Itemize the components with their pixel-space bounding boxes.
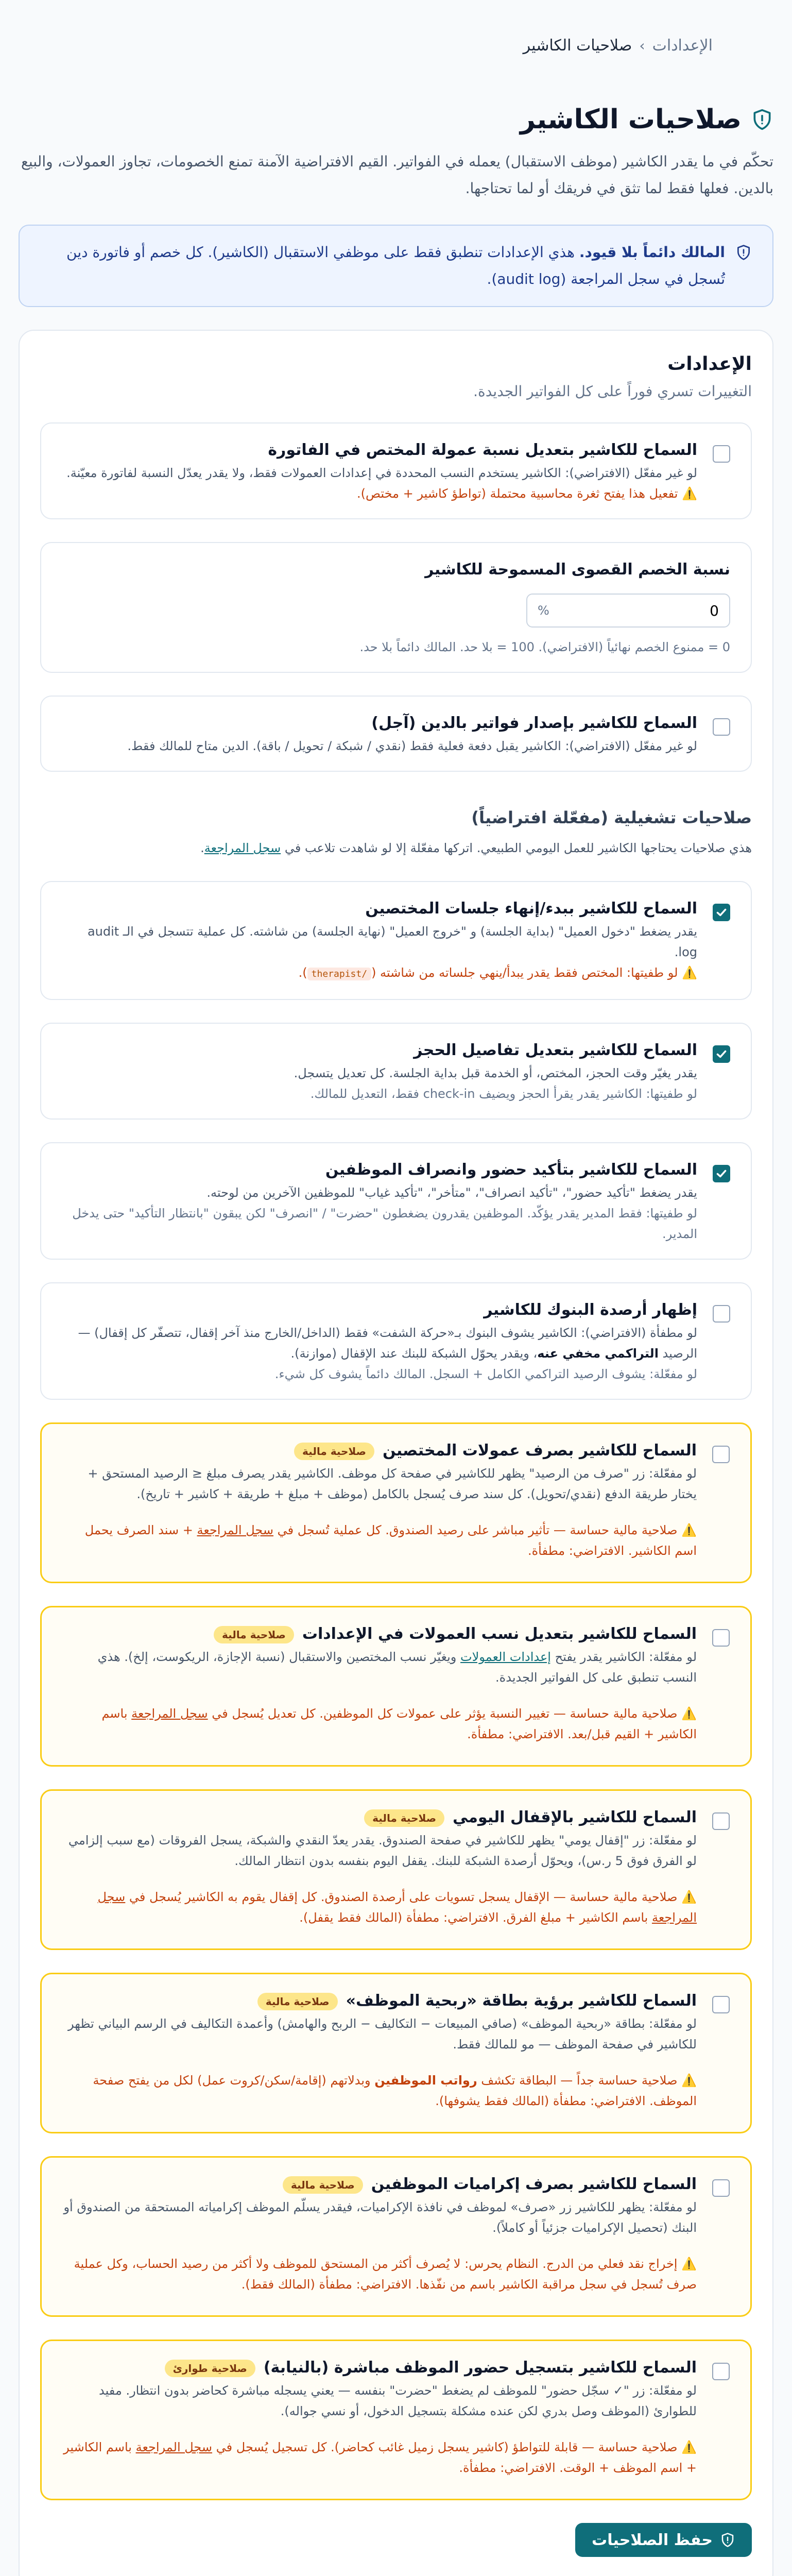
warning-icon: ⚠️ [681, 2257, 697, 2271]
setting-warning: ⚠️ صلاحية حساسة — قابلة للتواطؤ (كاشير يسجل زميل غائب كحاضر). كل تسجيل يُسجل في سجل المراجعة باسم الكاشير + اسم الموظف + الوقت. الافتراضي: مطفأة. [63, 2440, 697, 2475]
emergency-badge: صلاحية طوارئ [165, 2360, 255, 2377]
attendance-checkbox[interactable] [713, 1165, 730, 1182]
warning-icon: ⚠️ [681, 2073, 697, 2088]
warning-icon: ⚠️ [682, 486, 697, 501]
shield-icon [735, 244, 752, 261]
tips-checkbox[interactable] [712, 2179, 730, 2197]
card-title: الإعدادات [667, 353, 752, 375]
setting-title: السماح للكاشير ببدء/إنهاء جلسات المختصين [365, 900, 697, 918]
commission-settings-link[interactable]: إعدادات العمولات [460, 1650, 551, 1664]
setting-title: السماح للكاشير بصرف عمولات المختصينصلاحية مالية [62, 1438, 697, 1463]
audit-log-link[interactable]: سجل المراجعة [197, 1523, 273, 1537]
breadcrumb [19, 25, 773, 66]
check-icon [715, 1167, 728, 1180]
page-title: صلاحيات الكاشير [520, 104, 742, 135]
edit-rates-checkbox[interactable] [712, 1629, 730, 1647]
setting-description: يقدر يغيّر وقت الحجز، المختص، أو الخدمة قبل بداية الجلسة. كل تعديل يتسجل. [294, 1066, 697, 1080]
setting-warning: ⚠️ صلاحية حساسة جداً — البطاقة تكشف رواتب الموظفين وبدلاتهم (إقامة/سكن/كروت عمل) لكل من يفتح صفحة الموظف. الافتراضي: مطفأة (المالك فقط يشوفها). [93, 2073, 697, 2108]
operational-section-title: صلاحيات تشغيلية (مفعّلة افتراضياً) [471, 808, 752, 827]
setting-description: لو مفعّلة: زر "✓ سجّل حضور" للموظف لم يضغط "حضرت" بنفسه — يعني يسجله مباشرة كحاضر بدون انتظار. مفيد للطوارئ (الموظف وصل بدري لكن عنده مشكلة بتسجيل الدخول، أو نسي جواله). [98, 2383, 697, 2418]
owner-info-alert [19, 225, 773, 307]
audit-log-link[interactable]: سجل المراجعة [131, 1706, 208, 1721]
save-permissions-button[interactable] [575, 2523, 752, 2557]
settings-card [19, 330, 773, 2576]
setting-description: لو مطفأة (الافتراضي): الكاشير يشوف البنوك بـ«حركة الشفت» فقط (الداخل/الخارج منذ آخر إقفال، تتصفّر كل إقفال) — الرصيد التراكمي مخفي عنه، ويقدر يحوّل الشبكة للبنك عند الإقفال (موازنة). [78, 1326, 697, 1361]
setting-title: السماح للكاشير بصرف إكراميات الموظفينصلاحية مالية [62, 2172, 697, 2197]
max-discount-setting [40, 542, 752, 673]
breadcrumb-current: صلاحيات الكاشير [523, 36, 632, 55]
chevron-left-icon: › [639, 37, 645, 54]
therapist-route-code: /therapist [307, 968, 371, 980]
page-description: تحكّم في ما يقدر الكاشير (موظف الاستقبال) يعمله في الفواتير. القيم الافتراضية الآمنة تمنع الخصومات، تجاوز العمولات، والبيع بالدين. فعلها فقط لما تثق في فريقك أو لما تحتاجها. [21, 153, 773, 197]
credit-invoices-checkbox[interactable] [713, 718, 730, 736]
sessions-setting [40, 881, 752, 1000]
setting-title: إظهار أرصدة البنوك للكاشير [484, 1301, 697, 1319]
financial-badge: صلاحية مالية [364, 1809, 444, 1827]
profit-card-setting [40, 1973, 752, 2133]
financial-badge: صلاحية مالية [283, 2176, 363, 2194]
shield-icon [751, 108, 773, 131]
setting-title: السماح للكاشير بتسجيل حضور الموظف مباشرة (بالنيابة)صلاحية طوارئ [62, 2355, 697, 2380]
proxy-attendance-setting [40, 2340, 752, 2500]
pay-commissions-setting [40, 1422, 752, 1583]
pay-commissions-checkbox[interactable] [712, 1446, 730, 1463]
financial-badge: صلاحية مالية [214, 1626, 294, 1643]
audit-log-link[interactable]: سجل المراجعة [204, 841, 281, 855]
shield-icon [720, 2532, 735, 2548]
bank-balances-checkbox[interactable] [713, 1305, 730, 1323]
setting-description: يقدر يضغط "تأكيد حضور"، "تأكيد انصراف"، "متأخر"، "تأكيد غياب" للموظفين الآخرين من لوحته. [206, 1185, 697, 1200]
setting-description: لو مفعّلة: الكاشير يقدر يفتح إعدادات العمولات ويغيّر نسب المختصين والاستقبال (نسبة الإجازة، الريكوست، إلخ). هذي النسب تنطبق على كل الفواتير الجديدة. [97, 1650, 697, 1685]
setting-description: لو مفعّلة: زر "صرف من الرصيد" يظهر للكاشير في صفحة كل موظف. الكاشير يقدر يصرف مبلغ ≤ الرصيد المستحق + يختار طريقة الدفع (نقدي/تحويل). كل سند صرف يُسجل بالكامل (موظف + مبلغ + طريقة + كاشير + تاريخ). [88, 1466, 697, 1501]
setting-title: السماح للكاشير بتعديل نسبة عمولة المختص في الفاتورة [268, 441, 697, 459]
setting-warning: ⚠️ صلاحية مالية حساسة — تغيير النسبة يؤثر على عمولات كل الموظفين. كل تعديل يُسجل في سجل المراجعة باسم الكاشير + القيم قبل/بعد. الافتراضي: مطفأة. [101, 1706, 697, 1741]
proxy-attendance-checkbox[interactable] [712, 2363, 730, 2380]
credit-invoices-setting [40, 696, 752, 772]
percent-sign: % [538, 603, 549, 618]
profit-card-checkbox[interactable] [712, 1996, 730, 2013]
financial-badge: صلاحية مالية [257, 1993, 338, 2010]
booking-setting [40, 1023, 752, 1120]
warning-icon: ⚠️ [681, 1890, 697, 1904]
setting-note: لو طفيتها: الكاشير يقدر يقرأ الحجز ويضيف check-in فقط، التعديل للمالك. [310, 1087, 697, 1101]
check-icon [715, 1047, 728, 1061]
setting-description: لو غير مفعّل (الافتراضي): الكاشير يقبل دفعة فعلية فقط (نقدي / شبكة / تحويل / باقة). الدين متاح للمالك فقط. [127, 739, 697, 753]
breadcrumb-settings-link[interactable]: الإعدادات [652, 36, 713, 55]
bank-balances-setting [40, 1282, 752, 1400]
financial-badge: صلاحية مالية [294, 1443, 374, 1460]
max-discount-hint: 0 = ممنوع الخصم نهائياً (الافتراضي). 100 = بلا حد. المالك دائماً بلا حد. [359, 640, 730, 654]
sessions-checkbox[interactable] [713, 904, 730, 921]
setting-description: يقدر يضغط "دخول العميل" (بداية الجلسة) و "خروج العميل" (نهاية الجلسة) من شاشته. كل عملية تتسجل في الـ audit log. [87, 924, 697, 959]
setting-warning: ⚠️ صلاحية مالية حساسة — تأثير مباشر على رصيد الصندوق. كل عملية تُسجل في سجل المراجعة + سند الصرف يحمل اسم الكاشير. الافتراضي: مطفأة. [84, 1523, 697, 1558]
daily-close-setting [40, 1789, 752, 1950]
setting-title: السماح للكاشير بتعديل نسب العمولات في الإعداداتصلاحية مالية [62, 1622, 697, 1647]
setting-description: لو مفعّلة: زر "إقفال يومي" يظهر للكاشير في صفحة الصندوق. يقدر يعدّ النقدي والشبكة، يسجل الفروقات (مع سبب إلزامي لو الفرق فوق 5 ر.س)، ويحوّل أرصدة الشبكة للبنك. يقفل اليوم بنفسه بدون انتظار المالك. [68, 1833, 697, 1868]
attendance-setting [40, 1142, 752, 1260]
check-icon [715, 906, 728, 919]
setting-description: لو مفعّلة: يظهر للكاشير زر «صرف» لموظف في نافذة الإكراميات، فيقدر يسلّم الموظف إكرامياته المستحقة من الصندوق أو البنك (تحصيل الإكراميات جزئياً أو كاملاً). [63, 2200, 697, 2235]
daily-close-checkbox[interactable] [712, 1812, 730, 1830]
setting-title: السماح للكاشير بإصدار فواتير بالدين (آجل) [371, 714, 697, 732]
booking-checkbox[interactable] [713, 1045, 730, 1063]
save-button-label: حفظ الصلاحيات [592, 2531, 713, 2549]
setting-warning: ⚠️ إخراج نقد فعلي من الدرج. النظام يحرس: لا يُصرف أكثر من المستحق للموظف ولا أكثر من رصيد الحساب، وكل عملية صرف تُسجل في سجل مراقبة الكاشير باسم من نفّذها. الافتراضي: مطفأة (المالك فقط). [74, 2257, 697, 2292]
warning-icon: ⚠️ [681, 1706, 697, 1721]
audit-log-link[interactable]: سجل المراجعة [135, 2440, 213, 2454]
override-commission-checkbox[interactable] [713, 445, 730, 463]
warning-icon: ⚠️ [682, 965, 697, 980]
override-commission-setting [40, 422, 752, 519]
owner-alert-text [40, 239, 725, 293]
owner-alert-body: هذي الإعدادات تنطبق فقط على موظفي الاستقبال (الكاشير). كل خصم أو فاتورة دين تُسجل في سجل المراجعة (audit log). [66, 244, 725, 287]
setting-note: لو مفعّلة: يشوف الرصيد التراكمي الكامل + السجل. المالك دائماً يشوف كل شيء. [274, 1367, 697, 1381]
save-area [40, 2523, 752, 2557]
setting-description: لو مفعّلة: بطاقة «ربحية الموظف» (صافي المبيعات − التكاليف − الربح والهامش) وأعمدة التكاليف في الرسم البياني تظهر للكاشير في صفحة الموظف — مو للمالك فقط. [68, 2016, 697, 2052]
setting-title: السماح للكاشير برؤية بطاقة «ربحية الموظف»صلاحية مالية [62, 1989, 697, 2013]
setting-description: لو غير مفعّل (الافتراضي): الكاشير يستخدم النسب المحددة في إعدادات العمولات فقط، ولا يقدر يعدّل النسبة لفاتورة معيّنة. [66, 466, 697, 480]
max-discount-field[interactable] [526, 594, 730, 628]
setting-title: السماح للكاشير بتأكيد حضور وانصراف الموظفين [325, 1161, 697, 1179]
audit-log-link[interactable]: سجل المراجعة [97, 1890, 697, 1925]
card-subtitle: التغييرات تسري فوراً على كل الفواتير الجديدة. [473, 383, 752, 400]
owner-alert-bold: المالك دائماً بلا قيود. [579, 244, 725, 261]
setting-title: السماح للكاشير بتعديل تفاصيل الحجز [414, 1041, 697, 1059]
setting-warning: ⚠️ تفعيل هذا يفتح ثغرة محاسبية محتملة (تواطؤ كاشير + مختص). [357, 486, 697, 501]
warning-icon: ⚠️ [681, 1523, 697, 1537]
warning-icon: ⚠️ [681, 2440, 697, 2454]
setting-title: السماح للكاشير بالإقفال اليوميصلاحية مالية [62, 1805, 697, 1830]
setting-title: نسبة الخصم القصوى المسموحة للكاشير [425, 561, 730, 579]
edit-rates-setting [40, 1606, 752, 1767]
setting-warning: ⚠️ لو طفيتها: المختص فقط يقدر يبدأ/ينهي جلساته من شاشته (/therapist). [298, 965, 697, 980]
tips-setting [40, 2156, 752, 2317]
setting-warning: ⚠️ صلاحية مالية حساسة — الإقفال يسجل تسويات على أرصدة الصندوق. كل إقفال يقوم به الكاشير يُسجل في سجل المراجعة باسم الكاشير + مبلغ الفرق. الافتراضي: مطفأة (المالك فقط يقفل). [97, 1890, 697, 1925]
operational-section-description: هذي صلاحيات يحتاجها الكاشير للعمل اليومي الطبيعي. اتركها مفعّلة إلا لو شاهدت تلاعب في سجل المراجعة. [200, 841, 752, 855]
max-discount-input[interactable] [647, 602, 719, 619]
page-header [19, 104, 773, 135]
setting-note: لو طفيتها: فقط المدير يقدر يؤكّد. الموظفين يقدرون يضغطون "حضرت" / "انصرف" لكن يبقون "بانتظار التأكيد" حتى يدخل المدير. [72, 1206, 697, 1241]
